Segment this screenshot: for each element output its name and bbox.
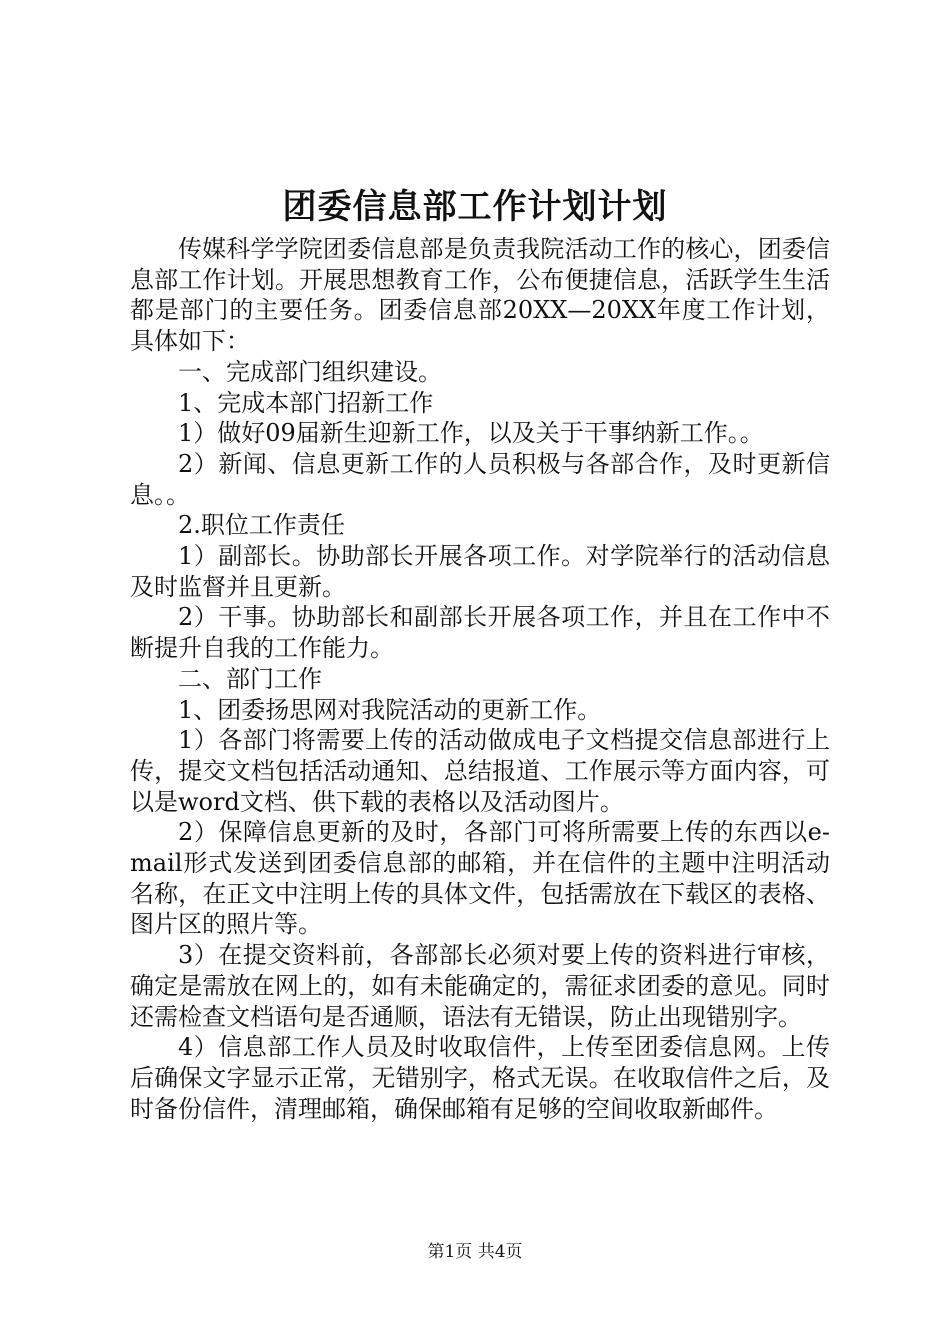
paragraph: 传媒科学学院团委信息部是负责我院活动工作的核心，团委信息部工作计划。开展思想教育工作，公布便捷信息，活跃学生生活都是部门的主要任务。团委信息部20XX—20XX年度工作计划，具体如下： [130, 235, 830, 356]
paragraph: 2.职位工作责任 [178, 511, 345, 540]
paragraph: 2）保障信息更新的及时，各部门可将所需要上传的东西以e-mail形式发送到团委信息部的邮箱，并在信件的主题中注明活动名称，在正文中注明上传的具体文件，包括需放在下载区的表格、图片区的照片等。 [130, 818, 830, 939]
paragraph: 1）做好09届新生迎新工作，以及关于干事纳新工作。。 [178, 419, 764, 448]
paragraph: 二、部门工作 [178, 664, 322, 693]
document-body [130, 234, 830, 1124]
paragraph: 1）副部长。协助部长开展各项工作。对学院举行的活动信息及时监督并且更新。 [130, 542, 830, 601]
paragraph: 2）干事。协助部长和副部长开展各项工作，并且在工作中不断提升自我的工作能力。 [130, 603, 830, 663]
paragraph: 3）在提交资料前，各部部长必须对要上传的资料进行审核，确定是需放在网上的，如有未能确定的，需征求团委的意见。同时还需检查文档语句是否通顺，语法有无错误，防止出现错别字。 [130, 941, 830, 1031]
paragraph: 1、团委扬思网对我院活动的更新工作。 [178, 695, 602, 724]
paragraph: 4）信息部工作人员及时收取信件，上传至团委信息网。上传后确保文字显示正常，无错别字，格式无误。在收取信件之后，及时备份信件，清理邮箱，确保邮箱有足够的空间收取新邮件。 [130, 1033, 830, 1123]
page-footer: 第1页 共4页 [427, 1242, 523, 1262]
document-title: 团委信息部工作计划计划 [282, 187, 668, 227]
paragraph: 2）新闻、信息更新工作的人员积极与各部合作，及时更新信息。。 [130, 449, 830, 509]
paragraph: 1、完成本部门招新工作 [178, 388, 434, 417]
paragraph: 1）各部门将需要上传的活动做成电子文档提交信息部进行上传，提交文档包括活动通知、总结报道、工作展示等方面内容，可以是word文档、供下载的表格以及活动图片。 [130, 726, 830, 816]
paragraph: 一、完成部门组织建设。 [178, 357, 442, 386]
